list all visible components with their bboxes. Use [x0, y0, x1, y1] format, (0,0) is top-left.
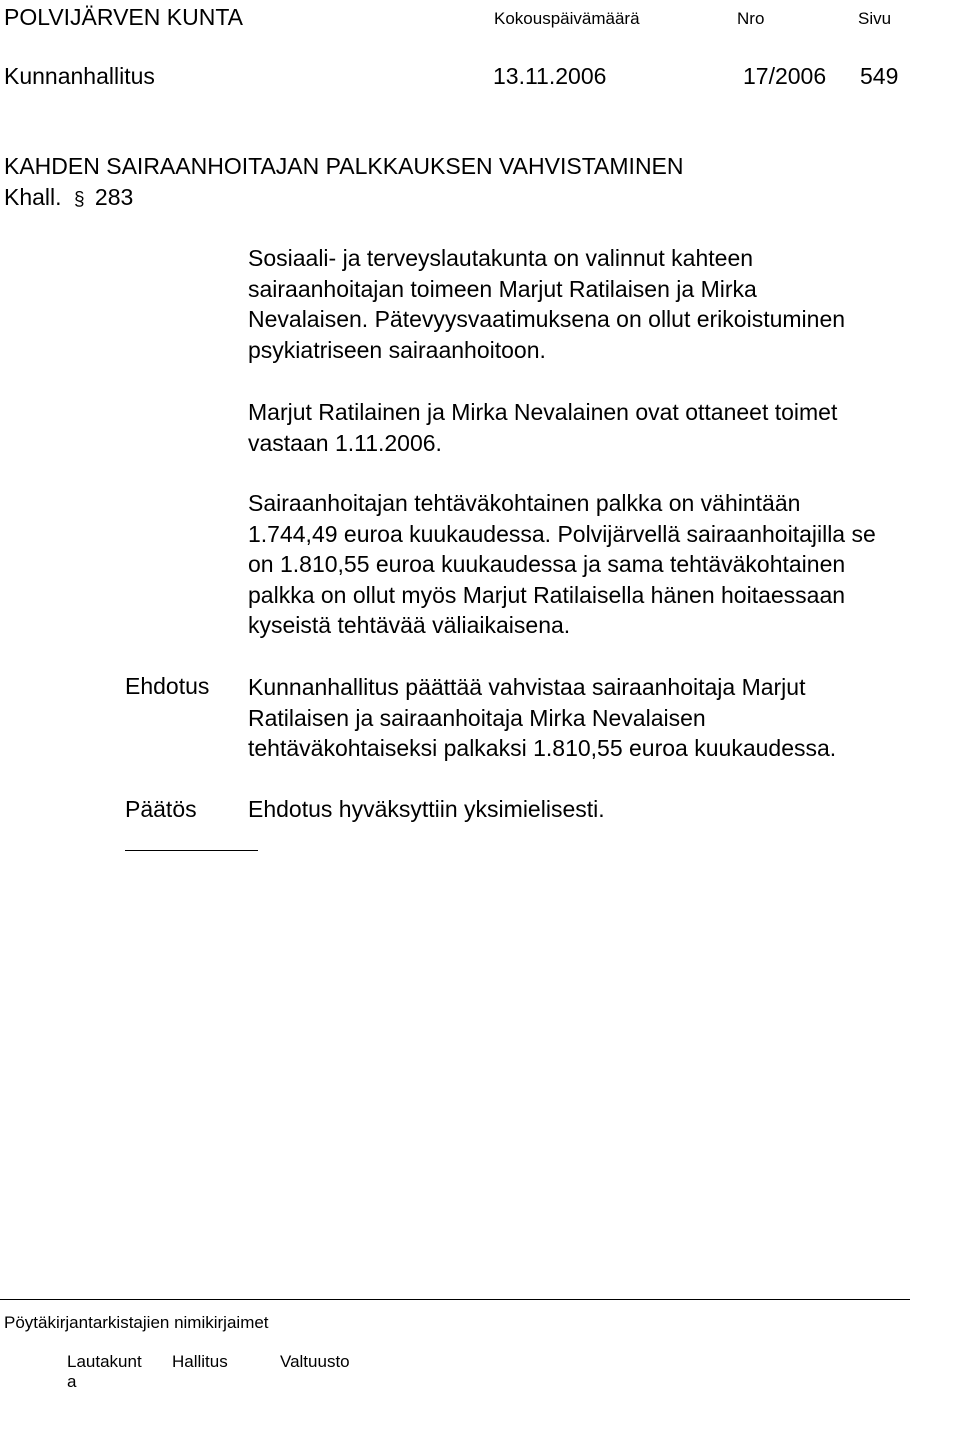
municipality-name: POLVIJÄRVEN KUNTA	[4, 4, 244, 30]
proposal-line: Kunnanhallitus päättää vahvistaa sairaanhoitaja Marjut	[248, 674, 806, 700]
paragraph-line: kyseistä tehtävää väliaikaisena.	[248, 612, 571, 638]
nro-column-label: Nro	[737, 9, 765, 28]
section-ref-number: 283	[94, 184, 134, 210]
paragraph-line: Sosiaali- ja terveyslautakunta on valinnut kahteen	[248, 245, 754, 271]
proposal-line: Ratilaisen ja sairaanhoitaja Mirka Nevalaisen	[248, 704, 706, 731]
paragraph-line: Sairaanhoitajan tehtäväkohtainen palkka on vähintään	[248, 490, 801, 516]
closing-rule	[125, 850, 258, 851]
section-symbol: §	[73, 189, 85, 210]
footer-government-label: Hallitus	[172, 1352, 228, 1371]
footer-title: Pöytäkirjantarkistajien nimikirjaimet	[4, 1313, 269, 1332]
paragraph-salary	[248, 488, 876, 641]
footer-board-label: Lautakunt	[67, 1352, 142, 1371]
section-title: KAHDEN SAIRAANHOITAJAN PALKKAUKSEN VAHVISTAMINEN	[4, 153, 684, 179]
paragraph-line: psykiatriseen sairaanhoitoon.	[248, 336, 546, 363]
page-number: 549	[860, 63, 899, 89]
paragraph-line: vastaan 1.11.2006.	[248, 429, 442, 456]
paragraph-line: on 1.810,55 euroa kuukaudessa ja sama tehtäväkohtainen	[248, 551, 846, 577]
sivu-column-label: Sivu	[858, 9, 892, 28]
paragraph-line: 1.744,49 euroa kuukaudessa. Polvijärvellä sairaanhoitajilla se	[248, 520, 876, 547]
paragraph-line: Nevalaisen. Pätevyysvaatimuksena on ollut erikoistuminen	[248, 306, 846, 332]
meeting-number: 17/2006	[743, 63, 827, 89]
paragraph-line: sairaanhoitajan toimeen Marjut Ratilaisen ja Mirka	[248, 275, 757, 302]
paragraph-acceptance	[248, 397, 837, 458]
date-column-label: Kokouspäivämäärä	[494, 9, 640, 28]
paragraph-line: palkka on ollut myös Marjut Ratilaisella hänen hoitaessaan	[248, 581, 846, 608]
paragraph-line: Marjut Ratilainen ja Mirka Nevalainen ovat ottaneet toimet	[248, 399, 838, 425]
proposal-label: Ehdotus	[125, 673, 210, 699]
paragraph-selection	[248, 243, 845, 365]
proposal-text	[248, 672, 836, 764]
footer-board-column	[67, 1352, 142, 1392]
section-ref-prefix: Khall.	[4, 184, 62, 210]
footer-council-label: Valtuusto	[280, 1352, 350, 1371]
section-reference	[4, 184, 133, 211]
footer-divider	[0, 1299, 910, 1300]
decision-text: Ehdotus hyväksyttiin yksimielisesti.	[248, 796, 605, 822]
body-name: Kunnanhallitus	[4, 63, 155, 89]
meeting-date: 13.11.2006	[493, 63, 607, 89]
footer-board-label-cont: a	[67, 1372, 77, 1391]
proposal-line: tehtäväkohtaiseksi palkaksi 1.810,55 euroa kuukaudessa.	[248, 735, 837, 761]
decision-label: Päätös	[125, 796, 197, 822]
